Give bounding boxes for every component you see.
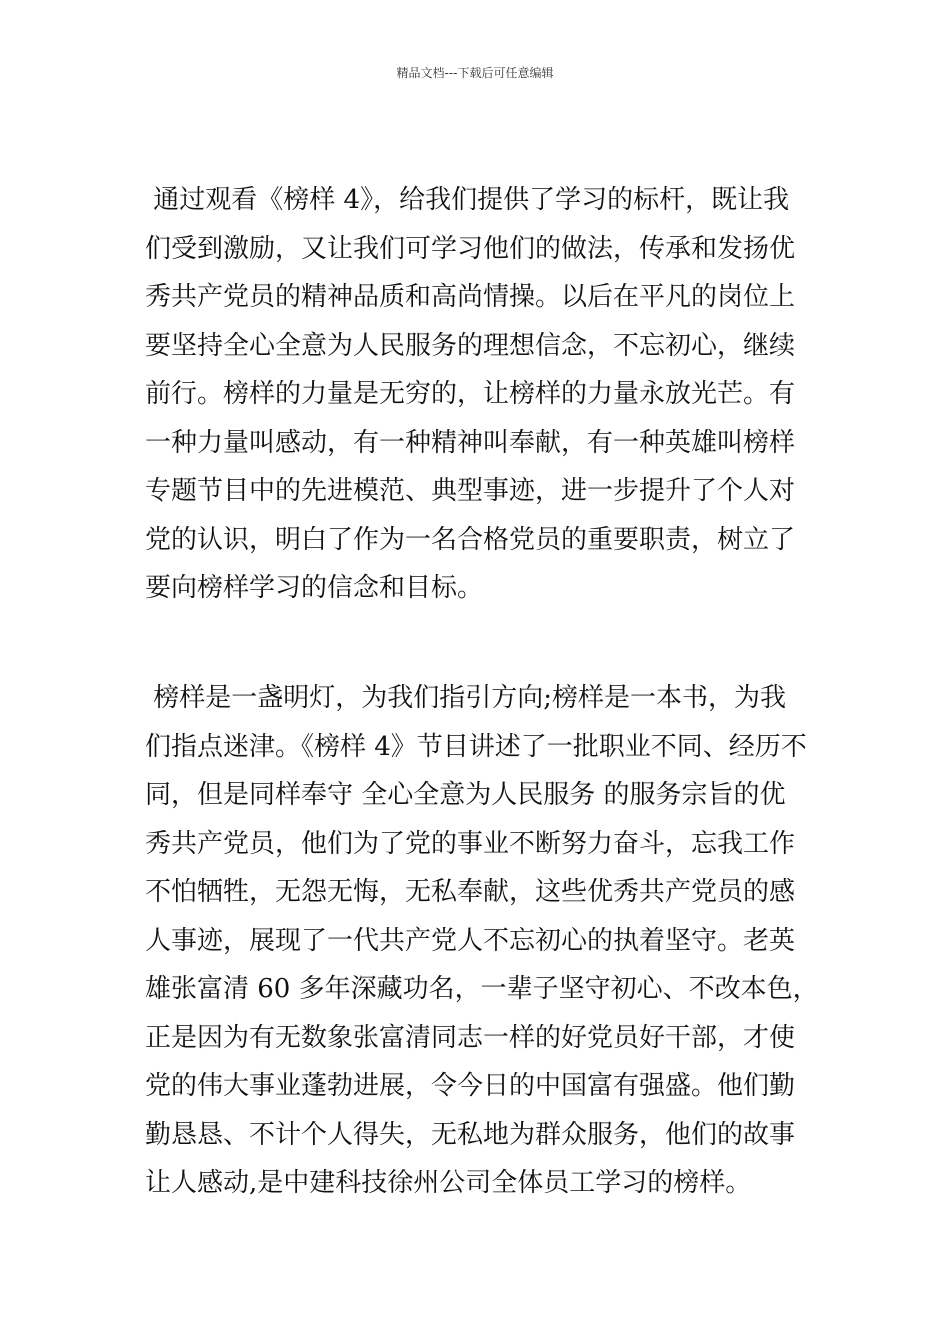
- paragraph-1: [145, 176, 813, 613]
- paragraph-line: 们指点迷津。《榜样 4》节目讲述了一批职业不同、经历不: [145, 731, 807, 762]
- paragraph-line: 党的认识，明白了作为一名合格党员的重要职责，树立了: [145, 524, 796, 555]
- paragraph-line: 勤恳恳、不计个人得失，无私地为群众服务，他们的故事: [145, 1119, 796, 1150]
- paragraph-line: 榜样是一盏明灯，为我们指引方向;榜样是一本书，为我: [145, 683, 787, 713]
- paragraph-line: 让人感动,是中建科技徐州公司全体员工学习的榜样。: [145, 1168, 752, 1198]
- paragraph-line: 通过观看《榜样 4》，给我们提供了学习的标杆，既让我: [145, 185, 790, 215]
- paragraph-line: 人事迹，展现了一代共产党人不忘初心的执着坚守。老英: [145, 925, 796, 956]
- paragraph-line: 前行。榜样的力量是无穷的，让榜样的力量永放光芒。有: [145, 379, 796, 409]
- paragraph-line: 不怕牺牲，无怨无悔，无私奉献，这些优秀共产党员的感: [145, 877, 796, 907]
- paragraph-line: 要向榜样学习的信念和目标。: [145, 573, 484, 603]
- paragraph-line: 一种力量叫感动，有一种精神叫奉献，有一种英雄叫榜样: [145, 427, 796, 458]
- paragraph-line: 秀共产党员，他们为了党的事业不断努力奋斗，忘我工作: [145, 828, 796, 859]
- paragraph-line: 正是因为有无数象张富清同志一样的好党员好干部，才使: [145, 1022, 796, 1053]
- paragraph-2: [145, 674, 819, 1208]
- page-header: 精品文档---下载后可任意编辑: [396, 66, 554, 80]
- paragraph-line: 专题节目中的先进模范、典型事迹，进一步提升了个人对: [145, 476, 796, 506]
- paragraph-line: 秀共产党员的精神品质和高尚情操。以后在平凡的岗位上: [145, 282, 796, 312]
- paragraph-line: 雄张富清 60 多年深藏功名，一辈子坚守初心、不改本色，: [145, 974, 819, 1004]
- paragraph-line: 们受到激励，又让我们可学习他们的做法，传承和发扬优: [145, 233, 796, 264]
- paragraph-line: 同，但是同样奉守 全心全意为人民服务 的服务宗旨的优: [145, 780, 786, 810]
- paragraph-line: 党的伟大事业蓬勃进展，令今日的中国富有强盛。他们勤: [145, 1071, 796, 1101]
- paragraph-line: 要坚持全心全意为人民服务的理想信念，不忘初心，继续: [145, 330, 796, 361]
